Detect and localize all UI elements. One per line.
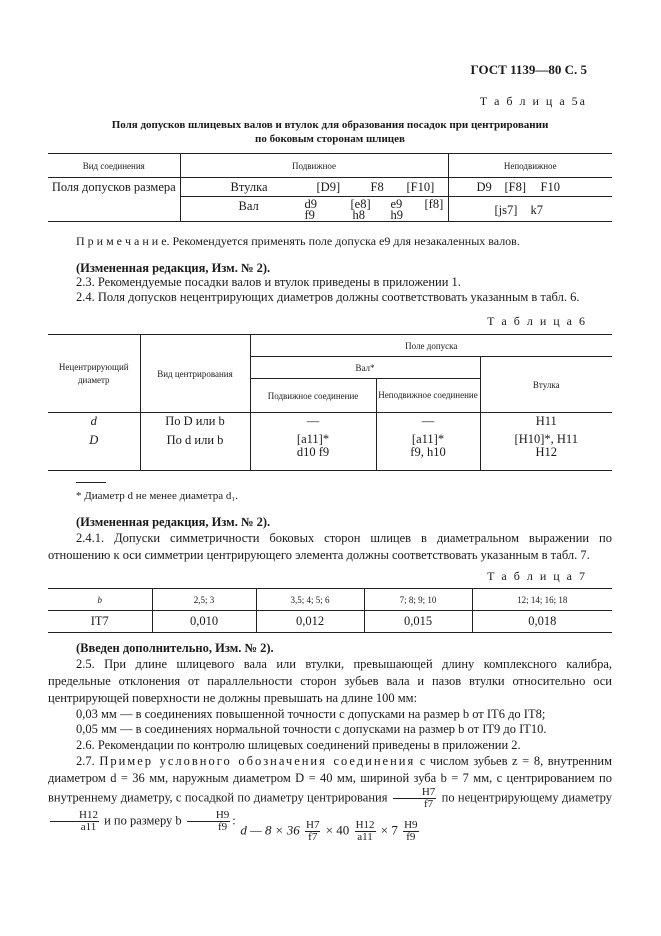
t5a-r2-f2: k7 [530, 203, 543, 217]
fraction-h7-f7 [393, 787, 436, 810]
t6-r1-d: d [90, 414, 97, 429]
t5a-r2-f1: [js7] [494, 203, 518, 217]
t6-head-mov: Подвижное соединение [250, 379, 376, 413]
t5a-r2-m1: d9 [304, 197, 317, 211]
page-header: ГОСТ 1139—80 С. 5 [470, 62, 587, 77]
t6-head-vt: Втулка [480, 357, 612, 413]
p27-rest1: с числом зубьев z = 8, внутренним диаметром d = 36 мм, наружным диаметром D = 40 мм, шириной зуба b = 7 мм, с центрированием по внутреннему диаметру, с посадкой по диаметру центрирования [48, 754, 613, 805]
t5a-r2-m5: f9 [304, 208, 315, 222]
table-5a-head-fix: Неподвижное [448, 154, 612, 178]
para-2-5-b: 0,05 мм — в соединениях нормальной точности с допусками на размер b от IT9 до IT10. [76, 722, 547, 736]
table-7 [48, 588, 612, 633]
para-2-7: 2.7. Пример условного обозначения соединения с числом зубьев z = 8, внутренним диаметром d = 36 мм, наружным диаметром D = 40 мм, шириной зуба b = 7 мм, с центрированием по внутреннему диаметру, с посадкой по диаметру центрирования $\frac{H7}{f7}$ по нецентрирующему диаметру $\frac{H12}{a11}$ и по размеру b $\frac{H9}{f9}$ : [48, 754, 613, 833]
table-6 [48, 334, 612, 471]
frac-den: f9 [217, 821, 228, 833]
t5a-r2-label: Вал [238, 199, 259, 213]
t5a-r1-m3: [F10] [406, 180, 435, 194]
t6-r1-mov: — [250, 413, 376, 431]
frac-den: f7 [423, 798, 434, 810]
para-2-6: 2.6. Рекомендации по контролю шлицевых соединений приведены в приложении 2. [76, 738, 521, 752]
t6-r2-vid: По d или b [140, 431, 250, 471]
formula-frac-2 [355, 820, 376, 843]
t5a-r2-m6: h8 [352, 208, 365, 222]
t6-r2-mov: [a11]* d10 f9 [250, 431, 376, 471]
para-2-3: 2.3. Рекомендуемые посадки валов и втулок приведены в приложении 1. [76, 275, 461, 289]
t5a-r1-m2: F8 [370, 180, 384, 194]
frac-den: a11 [357, 831, 373, 843]
formula-frac-3 [403, 820, 418, 843]
footnote-separator [76, 482, 106, 483]
t7-h1: 2,5; 3 [152, 589, 256, 611]
table-5a-title-line2: по боковым сторонам шлицев [255, 133, 405, 145]
t6-r1-vt: H11 [480, 413, 612, 431]
frac-den: f7 [308, 831, 318, 843]
table-5a-rowhead: Поля допусков размера [48, 178, 180, 222]
t7-h3: 7; 8; 9; 10 [364, 589, 472, 611]
para-2-4-1: 2.4.1. Допуски симметричности боковых сторон шлицев в диаметральном выражении по отношению к оси симметрии центрирующего элемента должны соответствовать указанным в табл. 7. [48, 531, 612, 562]
para-2-4: 2.4. Поля допусков нецентрирующих диаметров должны соответствовать указанным в табл. 6. [76, 290, 580, 304]
designation-formula [0, 820, 661, 843]
edit-note-2: (Измененная редакция, Изм. № 2). [76, 515, 271, 529]
p27-rest3: и по размеру b [104, 813, 182, 828]
frac-num: H9 [404, 819, 418, 831]
para-2-5: 2.5. При длине шлицевого вала или втулки, превышающей длину комплексного калибра, предельные отклонения от параллельности сторон зубьев вала и пазов втулки относительно оси центрирующей поверхности не должны превышать на длине 100 мм: [48, 657, 612, 705]
t7-r2: 0,012 [256, 611, 364, 633]
t6-r1-vid: По D или b [140, 413, 250, 431]
table-5a-caption: Т а б л и ц а 5а [479, 94, 587, 108]
frac-num: H12 [355, 819, 375, 831]
edit-note-3: (Введен дополнительно, Изм. № 2). [76, 641, 274, 655]
frac-den: f9 [406, 831, 416, 843]
frac-den: a11 [80, 821, 97, 833]
t7-h4: 12; 14; 16; 18 [472, 589, 612, 611]
table-5a-mov-cell [180, 178, 448, 222]
t6-head-val: Вал* [250, 357, 480, 379]
formula-mid2: × 7 [380, 822, 398, 838]
t6-head-diam: Нецентрирующий диаметр [48, 335, 140, 413]
t5a-r1-label: Втулка [230, 180, 268, 194]
t6-r2-vt: [H10]*, H11 H12 [480, 431, 612, 471]
t6-r2-d: D [48, 431, 140, 471]
t5a-r1-f2: [F8] [504, 180, 527, 194]
p27-lead: 2.7. [76, 754, 100, 768]
t7-r0: IT7 [48, 611, 152, 633]
t7-h2: 3,5; 4; 5; 6 [256, 589, 364, 611]
note-a: П р и м е ч а н и е. Рекомендуется применять поле допуска е9 для незакаленных валов. [76, 234, 520, 248]
formula-frac-1 [305, 820, 320, 843]
table-5a-head-mov: Подвижное [180, 154, 448, 178]
t6-head-vid: Вид центрирования [140, 335, 250, 413]
formula-pre: d — 8 × 36 [240, 822, 300, 838]
t5a-r1-f3: F10 [540, 180, 560, 194]
t5a-r2-m7: h9 [390, 208, 403, 222]
t7-h0: b [48, 589, 152, 611]
edit-note-1: (Измененная редакция, Изм. № 2). [76, 261, 271, 275]
table-5a-head-vid: Вид соединения [48, 154, 180, 178]
t7-r1: 0,010 [152, 611, 256, 633]
t7-r4: 0,018 [472, 611, 612, 633]
t7-r3: 0,015 [364, 611, 472, 633]
t5a-r2-m4: [f8] [424, 197, 444, 211]
table-5a-fix-cell [448, 178, 612, 222]
t6-head-pole: Поле допуска [250, 335, 612, 357]
p27-spaced: Пример условного обозначения соединения [99, 754, 416, 768]
formula-mid1: × 40 [325, 822, 350, 838]
table-5a-title [48, 118, 612, 146]
para-2-5-a: 0,03 мм — в соединениях повышенной точности с допусками на размер b от IT6 до IT8; [76, 707, 546, 721]
t5a-r2-m3: e9 [390, 197, 403, 211]
frac-num: H7 [306, 819, 320, 831]
p27-rest2: по нецентрирующему диаметру [441, 790, 613, 805]
table-6-caption: Т а б л и ц а 6 [487, 314, 587, 328]
t6-r1-fix: — [376, 413, 480, 431]
table-6-footnote: * Диаметр d не менее диаметра d₁. [76, 490, 238, 502]
frac-num: H12 [50, 810, 99, 822]
t5a-r2-m2: [e8] [350, 197, 371, 211]
t5a-r1-m1: [D9] [316, 180, 341, 194]
table-7-caption: Т а б л и ц а 7 [487, 569, 587, 583]
t6-head-fix: Неподвижное соединение [376, 379, 480, 413]
frac-num: H9 [187, 810, 230, 822]
frac-num: H7 [393, 787, 436, 799]
t5a-r1-f1: D9 [476, 180, 492, 194]
table-5a-title-line1: Поля допусков шлицевых валов и втулок для образования посадок при центрировании [111, 119, 549, 131]
t6-r2-fix: [a11]* f9, h10 [376, 431, 480, 471]
table-5a [48, 153, 612, 222]
